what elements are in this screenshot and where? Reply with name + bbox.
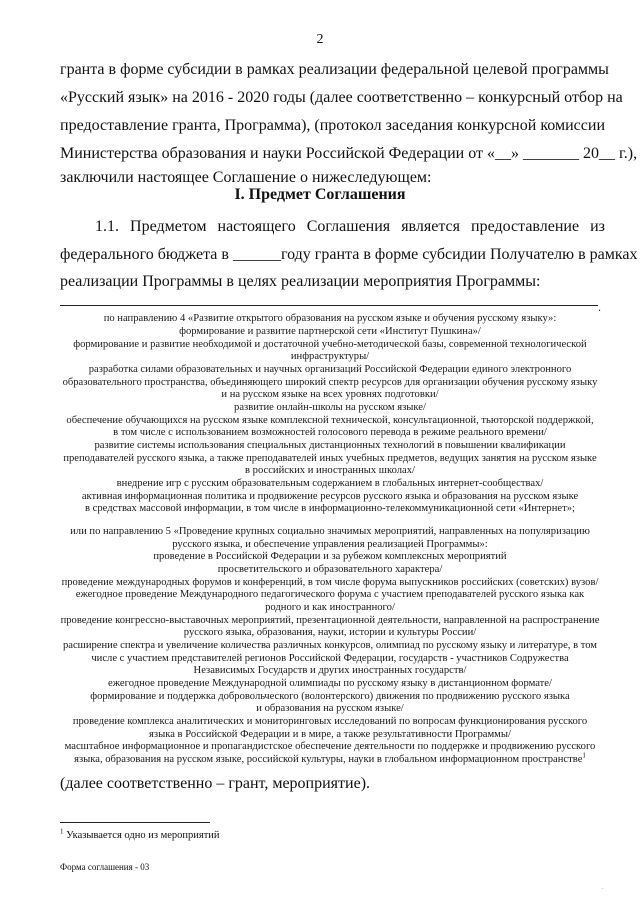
clause-line: 1.1. Предметом настоящего Соглашения является предоставление из [95, 218, 605, 235]
intro-line: заключили настоящее Соглашение о нижеследующем: [60, 169, 432, 186]
option-line: проведение конгрессно-выставочных мероприятий, презентационной деятельности, направленной на распространение [60, 615, 600, 626]
closing-line: (далее соответственно – грант, мероприятие). [60, 775, 371, 792]
option-line: преподавателей русского языка, а также преподавателей иных учебных предметов, ведущих занятия на русском языке [63, 453, 597, 464]
option-line: русского языка, образования, науки, истории и культуры России/ [183, 627, 477, 638]
option-line: проведение международных форумов и конференций, в том числе форума выпускников российских (советских) вузов/ [61, 577, 599, 588]
corner-mark: . [602, 885, 604, 891]
footnote-mark: 1 [582, 751, 586, 760]
option-line: русского языка, и обеспечение управления реализацией Программы»: [172, 539, 488, 550]
option-text: языка, образования на русском языке, российской культуры, науки в глобальном информационном пространстве [74, 754, 583, 765]
option-line: по направлению 4 «Развитие открытого образования на русском языке и обучения русскому языку»: [103, 313, 557, 324]
option-line: и образования на русском языке/ [256, 703, 404, 714]
option-line: просветительского и образовательного характера/ [217, 564, 443, 575]
option-line: проведение комплекса аналитических и мониторинговых исследований по вопросам функционирования русского [72, 716, 588, 727]
clause-line: федерального бюджета в ______году гранта в форме субсидии Получателю в рамках [60, 246, 638, 263]
option-line: формирование и поддержка добровольческого (волонтерского) движения по продвижению русского языка [90, 691, 570, 702]
footnote-mark: 1 [60, 827, 64, 836]
option-line: развитие системы использования специальных дистанционных технологий в повышении квалификации [94, 440, 566, 451]
option-line: и на русском языке на всех уровнях подготовки/ [221, 389, 439, 400]
option-line: Независимых Государств и других иностранных государств/ [193, 665, 467, 676]
intro-line: Министерства образования и науки Российской Федерации от «__» _______ 20__ г.), [60, 145, 638, 162]
option-line: расширение спектра и увеличение количества различных конкурсов, олимпиад по русскому языку и литературе, в том [62, 640, 598, 651]
option-line: в средствах массовой информации, в том числе в информационно-телекоммуникационной сети «Интернет»; [85, 503, 575, 514]
page-number: 2 [316, 32, 324, 47]
option-line: ежегодное проведение Международной олимпиады по русскому языку в дистанционном формате/ [108, 678, 552, 689]
section-heading: I. Предмет Соглашения [234, 186, 406, 203]
option-line: формирование и развитие необходимой и достаточной учебно-методической базы, современной технологической [73, 339, 587, 350]
option-line: разработка силами образовательных и научных организаций Российской Федерации единого электронного [88, 364, 572, 375]
blank-rule [60, 305, 598, 306]
option-line: масштабное информационное и пропагандистское обеспечение деятельности по поддержке и продвижению русского [64, 741, 596, 752]
option-line: в том числе с использованием возможностей голосового перевода в режиме реального времени/ [113, 427, 547, 438]
option-line: проведение в Российской Федерации и за рубежом комплексных мероприятий [153, 551, 507, 562]
intro-line: «Русский язык» на 2016 - 2020 годы (далее соответственно – конкурсный отбор на [60, 89, 623, 106]
footnote-rule [60, 822, 210, 823]
option-line: формирование и развитие партнерской сети «Институт Пушкина»/ [179, 326, 481, 337]
option-line: инфраструктуры/ [290, 351, 370, 362]
intro-line: гранта в форме субсидии в рамках реализации федеральной целевой программы [60, 61, 609, 78]
option-line: в российских и иностранных школах/ [245, 465, 415, 476]
option-line-last [56, 751, 604, 767]
option-line: ежегодное проведение Международного педагогического форума с участием преподавателей русского языка как [75, 589, 585, 600]
option-line: родного и как иностранного/ [265, 602, 395, 613]
form-id: Форма соглашения - 03 [60, 862, 150, 872]
rule-end-mark: . [598, 300, 601, 314]
intro-line: предоставление гранта, Программа), (протокол заседания конкурсной комиссии [60, 117, 605, 134]
option-line: обеспечение обучающихся на русском языке комплексной технической, консультационной, тьюторской поддержкой, [66, 415, 594, 426]
option-line: числе с участием представителей регионов Российской Федерации, государств - участников Содружества [91, 653, 569, 664]
clause-line: реализации Программы в целях реализации мероприятия Программы: [60, 273, 541, 290]
option-line: или по направлению 5 «Проведение крупных социально значимых мероприятий, направленных на популяризацию [70, 526, 590, 537]
footnote-text: Указывается одно из мероприятий [66, 830, 220, 841]
option-line: активная информационная политика и продвижение ресурсов русского языка и образования на русском языке [81, 491, 579, 502]
footnote [60, 827, 220, 841]
option-line: внедрение игр с русским образовательным содержанием в глобальных интернет-сообществах/ [116, 478, 544, 489]
option-line: развитие онлайн-школы на русском языке/ [234, 402, 426, 413]
option-line: языка в Российской Федерации и в мире, а также результативности Программы/ [149, 729, 511, 740]
option-line: образовательного пространства, объединяющего широкий спектр ресурсов для организации обучения русскому языку [62, 377, 598, 388]
